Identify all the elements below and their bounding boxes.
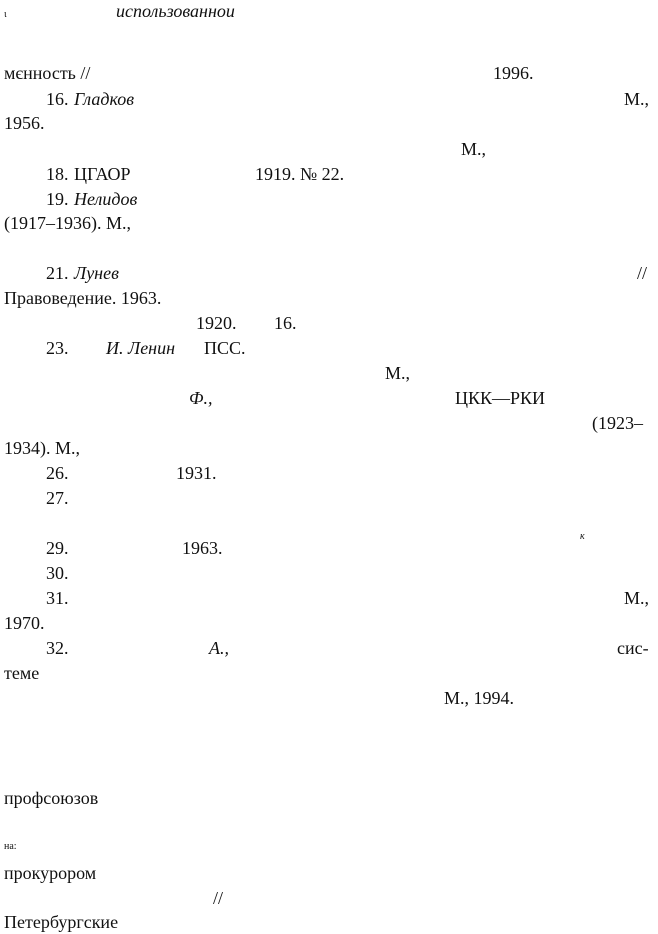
author-name: Нелидов (74, 189, 138, 209)
text-fragment: 1970. (4, 613, 45, 633)
text-fragment: 1996. (493, 63, 534, 83)
text-fragment: сис- (617, 638, 649, 658)
text-fragment: к (580, 531, 585, 542)
text-fragment: прокурором (4, 863, 97, 883)
text-fragment: (1917–1936). М., (4, 213, 131, 233)
ref-number: 23. (46, 338, 69, 358)
text-fragment: на: (4, 841, 17, 852)
text-fragment: 1956. (4, 113, 45, 133)
text-fragment: ПСС. (204, 338, 246, 358)
author-name: Лунев (74, 263, 119, 283)
author-name: И. Ленин (106, 338, 176, 358)
text-fragment: 1963. (182, 538, 223, 558)
text-fragment: 1919. № 22. (255, 164, 345, 184)
text-fragment: М., (624, 588, 650, 608)
ref-number: 18. (46, 164, 69, 184)
ref-number: 32. (46, 638, 69, 658)
ref-number: 30. (46, 563, 69, 583)
text-fragment: А., (209, 638, 229, 658)
text-fragment: (1923– (592, 413, 643, 433)
author-name: Гладков (74, 89, 135, 109)
text-fragment: теме (4, 663, 40, 683)
text-fragment: 1931. (176, 463, 217, 483)
ref-number: 29. (46, 538, 69, 558)
text-fragment: Ф., (189, 388, 213, 408)
text-fragment: // (637, 263, 648, 283)
header-mark: ɩ (4, 9, 7, 20)
text-fragment: ЦГАОР (74, 164, 131, 184)
ref-number: 16. (46, 89, 69, 109)
ref-number: 31. (46, 588, 69, 608)
text-fragment: М., (624, 89, 650, 109)
text-fragment: М., 1994. (444, 688, 515, 708)
ref-number: 27. (46, 488, 69, 508)
text-fragment: профсоюзов (4, 788, 99, 808)
text-fragment: ЦКК—РКИ (455, 388, 546, 408)
page-title: использованнои (116, 1, 235, 21)
text-fragment: Петербургские (4, 912, 119, 932)
text-fragment: 1934). М., (4, 438, 80, 458)
text-fragment: Правоведение. 1963. (4, 288, 162, 308)
text-fragment: М., (461, 139, 487, 159)
ref-number: 21. (46, 263, 69, 283)
text-fragment: 16. (274, 313, 297, 333)
text-fragment: мєнность // (4, 63, 91, 83)
ref-number: 26. (46, 463, 69, 483)
text-fragment: 1920. (196, 313, 237, 333)
ref-number: 19. (46, 189, 69, 209)
text-fragment: // (213, 888, 224, 908)
text-fragment: М., (385, 363, 411, 383)
